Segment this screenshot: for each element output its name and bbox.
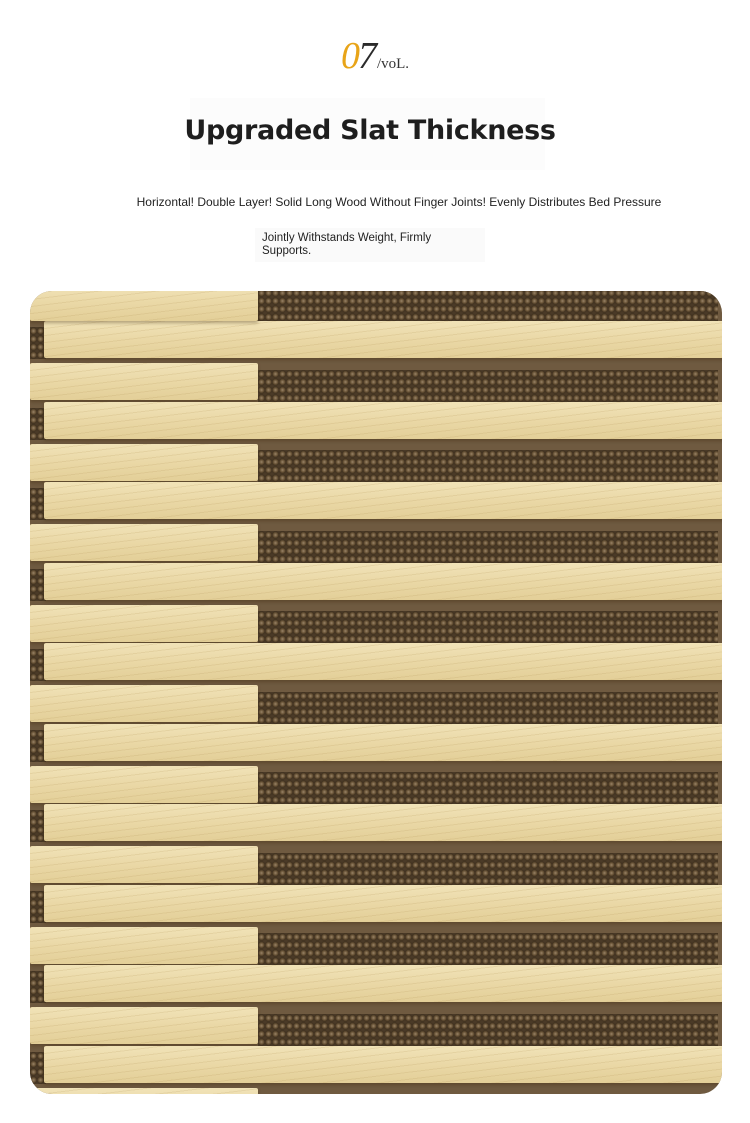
wood-slat-short: [30, 291, 258, 321]
spring-coil-row: [258, 692, 718, 727]
feature-subtitle: Horizontal! Double Layer! Solid Long Wood Without Finger Joints! Evenly Distributes Bed Pressure: [136, 195, 662, 209]
wood-slat-short: [30, 363, 258, 400]
page-title: Upgraded Slat Thickness: [184, 115, 556, 146]
volume-number-first-digit: 0: [340, 35, 358, 77]
wood-slat-short: [30, 524, 258, 561]
spring-coil-row: [258, 531, 718, 566]
wood-slat-long: [44, 402, 722, 439]
wood-slat-short: [30, 766, 258, 803]
slat-photo: [30, 291, 722, 1094]
volume-number-second-digit: 7: [357, 35, 375, 77]
wood-slat-short: [30, 605, 258, 642]
volume-number: [341, 35, 375, 77]
volume-label: [0, 34, 750, 78]
feature-note: Jointly Withstands Weight, Firmly Supports.: [262, 232, 432, 257]
wood-slat-long: [44, 965, 722, 1002]
spring-coil-row: [258, 1014, 718, 1049]
wood-slat-long: [44, 804, 722, 841]
wood-slat-long: [44, 724, 722, 761]
volume-suffix: /voL.: [376, 56, 410, 72]
spring-coil-row: [258, 370, 718, 405]
wood-slat-long: [44, 563, 722, 600]
spring-coil-row: [258, 450, 718, 485]
wood-slat-short: [30, 444, 258, 481]
spring-coil-row: [258, 933, 718, 968]
wood-slat-long: [44, 1046, 722, 1083]
wood-slat-long: [44, 482, 722, 519]
wood-slat-short: [30, 1088, 258, 1095]
spring-coil-row: [258, 291, 718, 324]
wood-slat-short: [30, 846, 258, 883]
wood-slat-short: [30, 685, 258, 722]
spring-coil-row: [258, 772, 718, 807]
spring-coil-row: [258, 853, 718, 888]
wood-slat-short: [30, 927, 258, 964]
wood-slat-long: [44, 643, 722, 680]
spring-coil-row: [258, 611, 718, 646]
wood-slat-long: [44, 321, 722, 358]
wood-slat-long: [44, 885, 722, 922]
wood-slat-short: [30, 1007, 258, 1044]
